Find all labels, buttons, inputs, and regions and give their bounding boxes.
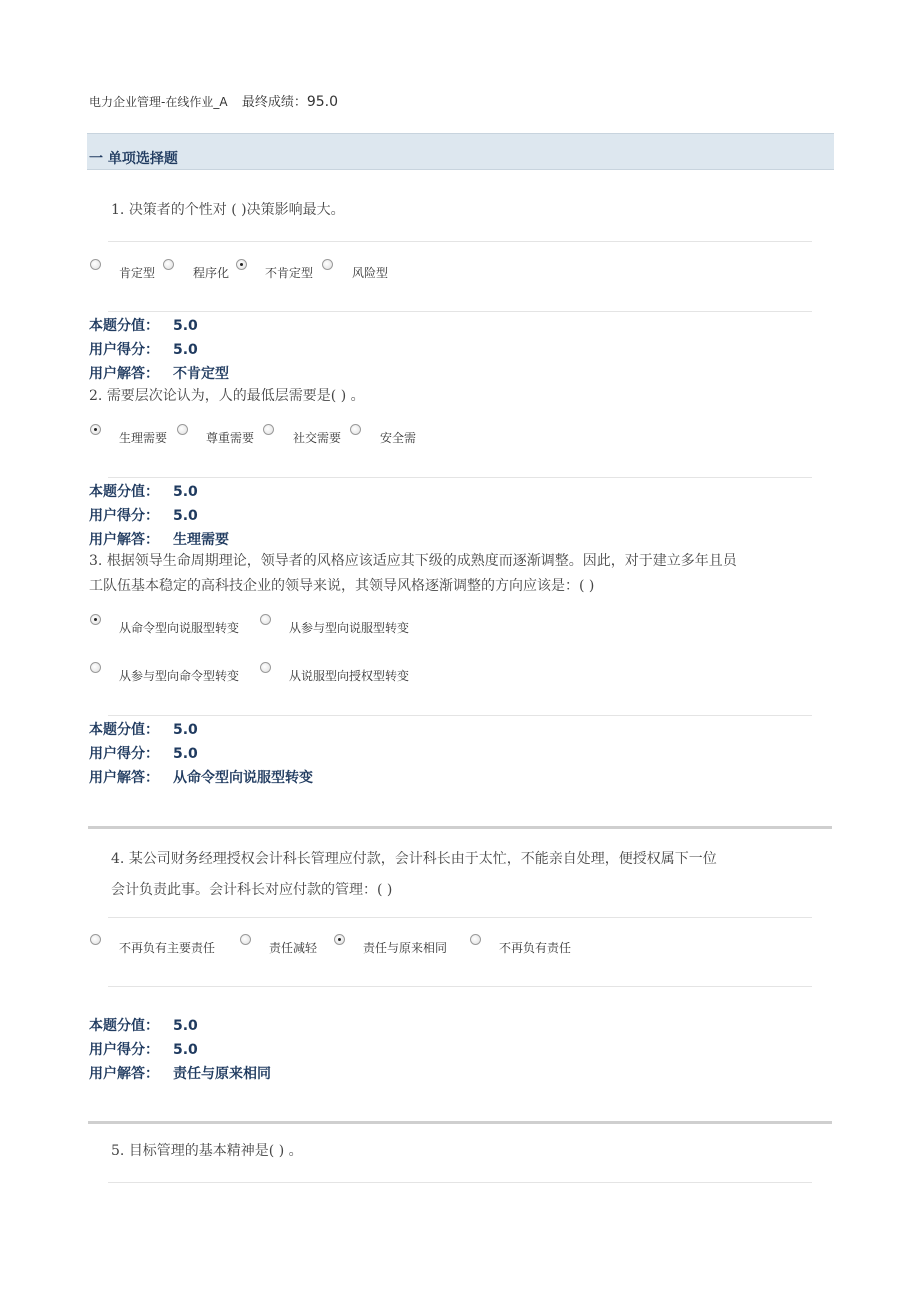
question-1-text	[111, 198, 345, 223]
question-number: 5.	[111, 1143, 125, 1159]
earned-label: 用户得分：	[89, 1042, 159, 1058]
option-label: 从说服型向授权型转变	[289, 669, 410, 683]
earned-value: 5.0	[173, 508, 198, 524]
divider	[108, 1182, 812, 1183]
radio-q1-opt2[interactable]	[163, 259, 174, 270]
option-label: 不肯定型	[265, 266, 314, 280]
radio-q4-opt2[interactable]	[240, 934, 251, 945]
q1-earned-row	[89, 339, 198, 359]
question-3-text	[89, 549, 737, 599]
earned-value: 5.0	[173, 342, 198, 358]
question-number: 2.	[89, 388, 103, 404]
divider	[108, 477, 812, 478]
radio-q3-opt3[interactable]	[90, 662, 101, 673]
q3-points-row	[89, 719, 198, 739]
points-label: 本题分值：	[89, 1018, 159, 1034]
q2-earned-row	[89, 505, 198, 525]
points-label: 本题分值：	[89, 484, 159, 500]
points-label: 本题分值：	[89, 722, 159, 738]
radio-q4-opt4[interactable]	[470, 934, 481, 945]
answer-value: 不肯定型	[173, 366, 229, 382]
question-number: 4.	[111, 851, 125, 867]
question-2-text	[89, 384, 365, 409]
radio-q1-opt1[interactable]	[90, 259, 101, 270]
divider	[108, 917, 812, 918]
earned-value: 5.0	[173, 1042, 198, 1058]
radio-q3-opt1[interactable]	[90, 614, 101, 625]
divider	[108, 241, 812, 242]
section-title: 一 单项选择题	[89, 151, 178, 167]
option-label: 从命令型向说服型转变	[119, 621, 240, 635]
radio-q4-opt3[interactable]	[334, 934, 345, 945]
question-line: 目标管理的基本精神是( ) 。	[128, 1143, 303, 1159]
question-line: 某公司财务经理授权会计科长管理应付款，会计科长由于太忙，不能亲自处理，便授权属下一位	[128, 851, 717, 867]
q2-answer-row	[89, 529, 229, 549]
q4-answer-row	[89, 1063, 271, 1083]
answer-value: 从命令型向说服型转变	[173, 770, 313, 786]
question-5-text	[111, 1139, 303, 1164]
option-label: 从参与型向说服型转变	[289, 621, 410, 635]
option-label: 责任与原来相同	[363, 941, 448, 955]
answer-label: 用户解答：	[89, 532, 159, 548]
radio-q4-opt1[interactable]	[90, 934, 101, 945]
page-title	[89, 91, 338, 110]
option-label: 程序化	[193, 266, 230, 280]
radio-q1-opt3[interactable]	[236, 259, 247, 270]
question-line: 会计负责此事。会计科长对应付款的管理：( )	[111, 882, 393, 898]
assignment-title: 电力企业管理-在线作业_A	[89, 95, 228, 109]
points-value: 5.0	[173, 722, 198, 738]
points-value: 5.0	[173, 318, 198, 334]
q1-answer-row	[89, 363, 229, 383]
radio-q3-opt2[interactable]	[260, 614, 271, 625]
option-label: 社交需要	[293, 431, 342, 445]
final-score-value: 95.0	[306, 94, 339, 110]
option-label: 不再负有责任	[499, 941, 572, 955]
answer-label: 用户解答：	[89, 770, 159, 786]
answer-value: 生理需要	[173, 532, 229, 548]
radio-q3-opt4[interactable]	[260, 662, 271, 673]
question-separator	[88, 826, 832, 829]
question-line: 根据领导生命周期理论，领导者的风格应该适应其下级的成熟度而逐渐调整。因此，对于建立多年且员	[106, 553, 737, 569]
radio-q2-opt1[interactable]	[90, 424, 101, 435]
question-line: 决策者的个性对 ( )决策影响最大。	[128, 202, 345, 218]
answer-label: 用户解答：	[89, 366, 159, 382]
question-separator	[88, 1121, 832, 1124]
earned-label: 用户得分：	[89, 342, 159, 358]
option-label: 责任减轻	[269, 941, 318, 955]
q4-points-row	[89, 1015, 198, 1035]
radio-q1-opt4[interactable]	[322, 259, 333, 270]
q4-earned-row	[89, 1039, 198, 1059]
option-label: 生理需要	[119, 431, 168, 445]
q3-earned-row	[89, 743, 198, 763]
points-label: 本题分值：	[89, 318, 159, 334]
q2-points-row	[89, 481, 198, 501]
question-number: 1.	[111, 202, 125, 218]
answer-value: 责任与原来相同	[173, 1066, 271, 1082]
question-line: 需要层次论认为，人的最低层需要是( ) 。	[106, 388, 365, 404]
divider	[108, 986, 812, 987]
final-score-label: 最终成绩：	[241, 95, 307, 110]
earned-label: 用户得分：	[89, 508, 159, 524]
option-label: 肯定型	[119, 266, 156, 280]
divider	[108, 311, 812, 312]
radio-q2-opt4[interactable]	[350, 424, 361, 435]
question-line: 工队伍基本稳定的高科技企业的领导来说，其领导风格逐渐调整的方向应该是：( )	[89, 578, 595, 594]
points-value: 5.0	[173, 1018, 198, 1034]
section-header-bar	[87, 133, 834, 170]
option-label: 尊重需要	[206, 431, 255, 445]
answer-label: 用户解答：	[89, 1066, 159, 1082]
earned-label: 用户得分：	[89, 746, 159, 762]
option-label: 从参与型向命令型转变	[119, 669, 240, 683]
radio-q2-opt3[interactable]	[263, 424, 274, 435]
question-4-text	[111, 844, 717, 906]
q1-points-row	[89, 315, 198, 335]
option-label: 不再负有主要责任	[119, 941, 216, 955]
q3-answer-row	[89, 767, 313, 787]
option-label: 安全需	[380, 431, 417, 445]
divider	[108, 715, 812, 716]
option-label: 风险型	[352, 266, 389, 280]
points-value: 5.0	[173, 484, 198, 500]
earned-value: 5.0	[173, 746, 198, 762]
radio-q2-opt2[interactable]	[177, 424, 188, 435]
question-number: 3.	[89, 553, 103, 569]
